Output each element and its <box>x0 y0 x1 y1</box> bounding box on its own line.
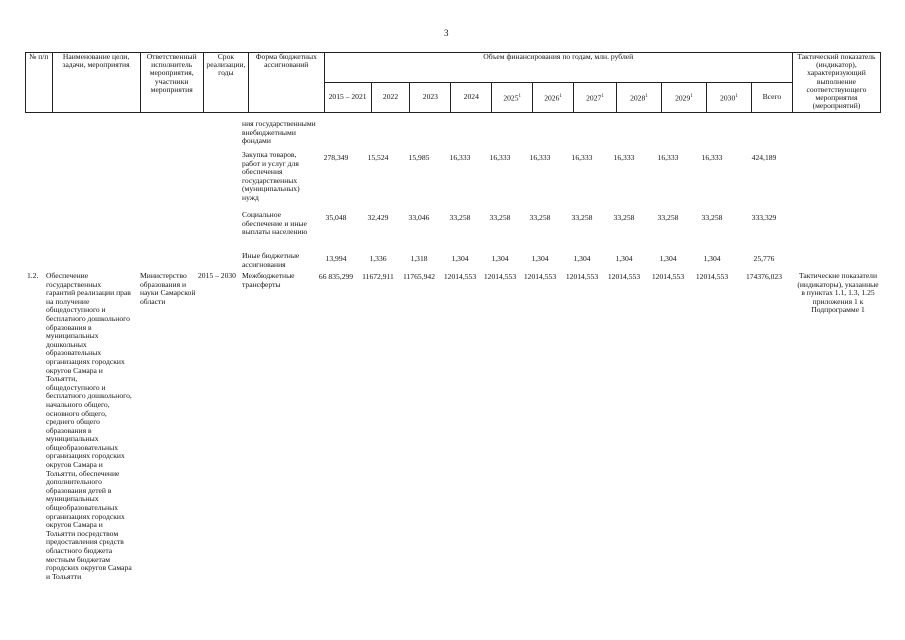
table-cell: 35,048 <box>325 213 347 222</box>
table-cell: 278,349 <box>323 153 349 162</box>
table-cell: 16,333 <box>449 153 471 162</box>
table-cell: 16,333 <box>489 153 511 162</box>
header-responsible: Ответственный исполнитель мероприятия, участники мероприятия <box>140 53 203 113</box>
budget-form: Закупка товаров, работ и услуг для обеспечения государственных (муниципальных) нужд <box>242 150 300 202</box>
header-no: № п/п <box>26 53 53 113</box>
table-cell: 16,333 <box>613 153 635 162</box>
table-cell: 1,336 <box>369 254 387 263</box>
header-year: 2015 – 2021 <box>324 83 371 113</box>
term: 2015 – 2030 <box>198 271 236 280</box>
table-cell: 33,258 <box>657 213 679 222</box>
table-cell: 33,258 <box>571 213 593 222</box>
table-cell: 12014,553 <box>483 272 517 281</box>
header-year: 2025$^1$ <box>492 83 533 113</box>
table-cell: 1,304 <box>659 254 677 263</box>
table-cell: 12014,553 <box>523 272 557 281</box>
header-year: 2022 <box>371 83 410 113</box>
table-cell: 33,258 <box>449 213 471 222</box>
table-cell: 1,318 <box>410 254 428 263</box>
budget-form: Иные бюджетные ассигнования <box>242 251 300 269</box>
header-volume: Объем финансирования по годам, млн. рублей <box>324 53 792 83</box>
header-name: Наименование цели, задачи, мероприятия <box>52 53 140 113</box>
header-year: 2030$^1$ <box>706 83 751 113</box>
table-cell: 16,333 <box>657 153 679 162</box>
table-cell: 12014,553 <box>443 272 477 281</box>
header-year: 2024 <box>451 83 492 113</box>
table-cell: 33,258 <box>529 213 551 222</box>
table-cell: 12014,553 <box>565 272 599 281</box>
indicator: Тактические показатели (индикаторы), указанные в пунктах 1.1, 1.3, 1.25 приложения 1 к Подпрограмме 1 <box>797 271 879 315</box>
table-cell: 333,329 <box>751 213 777 222</box>
table-cell: 1,304 <box>531 254 549 263</box>
table-cell: 12014,553 <box>651 272 685 281</box>
table-cell: 1,304 <box>451 254 469 263</box>
table-cell: 1,304 <box>703 254 721 263</box>
budget-form: Социальное обеспечение и иные выплаты населению <box>242 210 308 237</box>
responsible: Министерство образования и науки Самарской области <box>140 271 196 306</box>
row-number: 1.2. <box>27 271 39 280</box>
header-indicator: Тактический показатель (индикатор), характеризующий выполнение соответствующего мероприятия (мероприятий) <box>792 53 880 113</box>
header-year: 2027$^1$ <box>574 83 617 113</box>
page-number: 3 <box>444 28 449 38</box>
table-cell: 1,304 <box>573 254 591 263</box>
table-cell: 16,333 <box>529 153 551 162</box>
table-cell: 424,189 <box>751 153 777 162</box>
table-cell: 15,985 <box>408 153 430 162</box>
table-cell: 33,046 <box>408 213 430 222</box>
budget-form: Межбюджетные трансферты <box>242 271 295 289</box>
header-year: 2023 <box>410 83 451 113</box>
header-year: 2028$^1$ <box>616 83 661 113</box>
table-cell: 33,258 <box>701 213 723 222</box>
table-cell: 11672,911 <box>362 272 394 281</box>
table-cell: 15,524 <box>367 153 389 162</box>
table-cell: 32,429 <box>367 213 389 222</box>
header-year: 2026$^1$ <box>533 83 574 113</box>
header-term: Срок реализации, годы <box>203 53 248 113</box>
table-cell: 66 835,299 <box>318 272 354 281</box>
table-cell: 12014,553 <box>607 272 641 281</box>
header-year: Всего <box>751 83 792 113</box>
table-cell: 13,994 <box>325 254 347 263</box>
table-cell: 16,333 <box>701 153 723 162</box>
table-cell: 174376,023 <box>745 272 783 281</box>
budget-form: ния государственными внебюджетными фондами <box>242 119 316 146</box>
table-cell: 12014,553 <box>695 272 729 281</box>
table-cell: 16,333 <box>571 153 593 162</box>
table-cell: 33,258 <box>489 213 511 222</box>
table-header <box>25 52 881 113</box>
table-cell: 1,304 <box>491 254 509 263</box>
table-cell: 25,776 <box>753 254 775 263</box>
table-cell: 1,304 <box>615 254 633 263</box>
header-year: 2029$^1$ <box>661 83 706 113</box>
measure-name: Обеспечение государственных гарантий реализации прав на получение общедоступного и бесплатного дошкольного образования в муниципальных дошкольных образовательных организациях городских округов Самара и Тольятти, общедоступного и бесплатного дошкольного, начального общего, основного общего, среднего общего образования в муниципальных общеобразовательных организациях городских округов Самара и Тольятти, обеспечение дополнительного образования детей в муниципальных общеобразовательных организациях городских округов Самара и Тольятти посредством предоставления средств областного бюджета местным бюджетам городских округов Самара и Тольятти <box>46 271 132 581</box>
header-form: Форма бюджетных ассигнований <box>248 53 324 113</box>
table-cell: 11765,942 <box>403 272 435 281</box>
table-cell: 33,258 <box>613 213 635 222</box>
